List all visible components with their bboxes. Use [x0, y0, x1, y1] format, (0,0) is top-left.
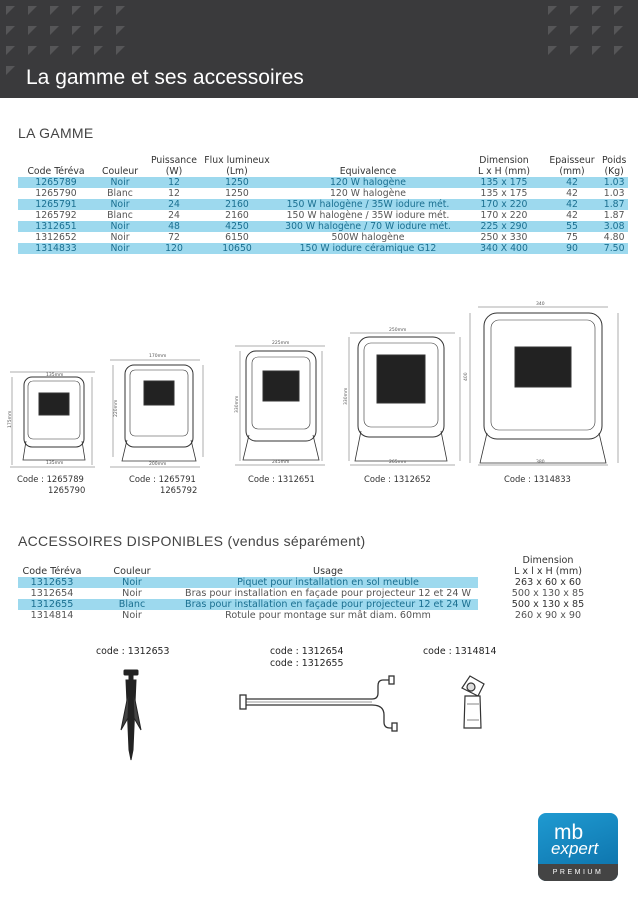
chevron-shape	[116, 46, 125, 55]
cell-puissance: 120	[146, 243, 202, 254]
cell-poids: 7.50	[600, 243, 628, 254]
header-flux: Flux lumineux (Lm)	[204, 155, 270, 177]
cell-dimension: 250 x 330	[480, 232, 528, 243]
cell-flux: 2160	[225, 210, 249, 221]
chevron-shape	[94, 46, 103, 55]
drawing-code-3: Code : 1312651	[248, 474, 315, 484]
chevron-shape	[592, 6, 601, 15]
dim-top-3: 225mm	[272, 341, 290, 346]
cell-dimension: 135 x 175	[480, 188, 528, 199]
cell-poids: 1.03	[600, 177, 628, 188]
cell-dimension: 135 x 175	[464, 177, 544, 188]
table-row	[18, 177, 628, 188]
cell-code: 1312652	[35, 232, 77, 243]
cell-epaisseur: 90	[544, 243, 600, 254]
chevron-shape	[592, 26, 601, 35]
cell-couleur: Noir	[122, 588, 142, 599]
accessory-code-2: code : 1312654 code : 1312655	[270, 646, 344, 669]
chevron-shape	[614, 6, 623, 15]
cell-poids: 3.08	[600, 221, 628, 232]
cell-poids: 1.03	[603, 188, 625, 199]
table-row	[18, 232, 628, 243]
chevron-shape	[50, 6, 59, 15]
table-row	[18, 599, 618, 610]
cell-equivalence: 150 W halogène / 35W iodure mét.	[272, 199, 464, 210]
cell-code: 1314833	[18, 243, 94, 254]
header-epaisseur: Epaisseur (mm)	[549, 155, 595, 177]
dim-bottom-2: 200mm	[149, 462, 167, 467]
drawing-code-5: Code : 1314833	[504, 474, 571, 484]
cell-flux: 6150	[225, 232, 249, 243]
projector-drawing-1265789	[10, 372, 95, 467]
cell-puissance: 12	[146, 177, 202, 188]
cell-dimension: 170 x 220	[464, 199, 544, 210]
cell-equivalence: 120 W halogène	[272, 177, 464, 188]
cell-epaisseur: 75	[566, 232, 578, 243]
dim-bottom-1: 135mm	[46, 461, 64, 466]
cell-dimension: 340 X 400	[464, 243, 544, 254]
chevron-shape	[28, 46, 37, 55]
projector-drawing-1312652	[349, 333, 460, 465]
dim-top-4: 250mm	[389, 328, 407, 333]
logo-expert-text: expert	[551, 839, 599, 858]
drawing-code-2: Code : 1265791 1265792	[129, 474, 198, 495]
chevron-shape	[592, 46, 601, 55]
dim-side-4: 330mm	[344, 387, 349, 405]
chevron-shape	[6, 66, 15, 75]
gamme-table	[18, 152, 628, 254]
cell-couleur: Noir	[110, 232, 130, 243]
logo-premium-band: PREMIUM	[538, 864, 618, 881]
dim-side-3: 330mm	[235, 395, 240, 413]
cell-code: 1265792	[35, 210, 77, 221]
projector-drawing-1314833	[470, 307, 618, 465]
dim-top-2: 170mm	[149, 354, 167, 359]
cell-epaisseur: 42	[566, 188, 578, 199]
header-equivalence: Equivalence	[339, 166, 397, 177]
table-row	[18, 210, 628, 221]
cell-dimension: 500 x 130 x 85	[478, 599, 618, 610]
cell-code: 1265789	[18, 177, 94, 188]
product-drawings	[0, 295, 638, 477]
chevron-shape	[570, 6, 579, 15]
cell-couleur: Blanc	[107, 210, 133, 221]
projector-drawing-1265791	[110, 360, 203, 467]
chevron-shape	[50, 46, 59, 55]
cell-couleur: Blanc	[86, 599, 178, 610]
chevron-shape	[6, 26, 15, 35]
header-code: Code Téréva	[27, 166, 85, 177]
chevron-shape	[116, 6, 125, 15]
table-row	[18, 199, 628, 210]
dim-side-5: 400	[464, 372, 469, 381]
chevron-shape	[570, 26, 579, 35]
cell-equivalence: 500W halogène	[331, 232, 405, 243]
cell-dimension: 500 x 130 x 85	[511, 588, 585, 599]
dim-top-5: 340	[536, 302, 545, 307]
chevron-shape	[94, 6, 103, 15]
chevron-shape	[6, 6, 15, 15]
header-dimension: Dimension L x H (mm)	[478, 155, 530, 177]
cell-equivalence: 150 W halogène / 35W iodure mét.	[286, 210, 450, 221]
wall-arm-image	[240, 676, 397, 731]
cell-flux: 1250	[202, 177, 272, 188]
accessory-code-3: code : 1314814	[423, 646, 497, 657]
cell-dimension: 225 x 290	[464, 221, 544, 232]
chevron-shape	[6, 46, 15, 55]
header-dimension: Dimension L x l x H (mm)	[513, 555, 582, 577]
cell-equivalence: 150 W iodure céramique G12	[272, 243, 464, 254]
cell-couleur: Noir	[94, 221, 146, 232]
cell-poids: 1.87	[603, 210, 625, 221]
cell-epaisseur: 42	[566, 210, 578, 221]
chevron-shape	[570, 46, 579, 55]
header-poids: Poids (Kg)	[602, 155, 627, 177]
chevron-shape	[94, 26, 103, 35]
chevron-shape	[72, 6, 81, 15]
page-header	[0, 0, 638, 98]
cell-flux: 1250	[225, 188, 249, 199]
cell-code: 1312653	[18, 577, 86, 588]
chevron-shape	[28, 26, 37, 35]
accessoires-section-title: ACCESSOIRES DISPONIBLES (vendus séparément)	[18, 533, 366, 549]
chevron-shape	[548, 6, 557, 15]
cell-equivalence: 300 W halogène / 70 W iodure mét.	[272, 221, 464, 232]
cell-dimension: 170 x 220	[480, 210, 528, 221]
table-row	[18, 188, 628, 199]
chevron-shape	[28, 6, 37, 15]
dim-side-1: 175mm	[8, 410, 13, 428]
dim-bottom-3: 245mm	[272, 460, 290, 465]
cell-puissance: 24	[168, 210, 180, 221]
drawing-code-1: Code : 1265789 1265790	[17, 474, 86, 495]
header-couleur: Couleur	[113, 566, 151, 577]
cell-code: 1312655	[18, 599, 86, 610]
header-usage: Usage	[313, 566, 343, 577]
cell-poids: 1.87	[600, 199, 628, 210]
ground-spike-image	[121, 670, 141, 760]
table-row	[18, 243, 628, 254]
table-row	[18, 221, 628, 232]
projector-drawing-1312651	[235, 346, 325, 465]
chevron-shape	[614, 46, 623, 55]
header-code: Code Téréva	[22, 566, 82, 577]
cell-couleur: Blanc	[107, 188, 133, 199]
cell-equivalence: 120 W halogène	[330, 188, 406, 199]
cell-dimension: 260 x 90 x 90	[514, 610, 582, 621]
chevron-shape	[614, 26, 623, 35]
cell-flux: 2160	[202, 199, 272, 210]
chevron-shape	[548, 46, 557, 55]
chevron-shape	[116, 26, 125, 35]
cell-couleur: Noir	[86, 577, 178, 588]
header-couleur: Couleur	[101, 166, 139, 177]
cell-epaisseur: 55	[544, 221, 600, 232]
page-title: La gamme et ses accessoires	[26, 66, 304, 89]
cell-puissance: 48	[146, 221, 202, 232]
logo-mb-text: mb	[554, 821, 584, 844]
table-row	[18, 610, 618, 621]
cell-couleur: Noir	[94, 177, 146, 188]
cell-puissance: 72	[168, 232, 180, 243]
cell-usage: Piquet pour installation en sol meuble	[178, 577, 478, 588]
cell-couleur: Noir	[94, 199, 146, 210]
cell-code: 1312654	[30, 588, 74, 599]
cell-code: 1314814	[30, 610, 74, 621]
table-row	[18, 588, 618, 599]
cell-code: 1312651	[18, 221, 94, 232]
cell-couleur: Noir	[122, 610, 142, 621]
mb-expert-logo	[538, 813, 618, 881]
accessoires-table	[18, 551, 618, 621]
drawing-code-4: Code : 1312652	[364, 474, 431, 484]
chevron-shape	[548, 26, 557, 35]
cell-epaisseur: 42	[544, 199, 600, 210]
dim-bottom-4: 265mm	[389, 460, 407, 465]
cell-code: 1265790	[35, 188, 77, 199]
dim-side-2: 220mm	[114, 399, 119, 417]
cell-puissance: 12	[168, 188, 180, 199]
dim-bottom-5: 380	[536, 460, 545, 465]
cell-poids: 4.80	[603, 232, 625, 243]
accessory-code-1: code : 1312653	[96, 646, 170, 657]
cell-usage: Bras pour installation en façade pour projecteur 12 et 24 W	[178, 599, 478, 610]
chevron-shape	[50, 26, 59, 35]
gamme-section-title: LA GAMME	[18, 125, 94, 141]
table-row	[18, 577, 618, 588]
cell-flux: 10650	[202, 243, 272, 254]
chevron-shape	[72, 46, 81, 55]
pole-joint-image	[462, 676, 484, 728]
cell-code: 1265791	[18, 199, 94, 210]
cell-epaisseur: 42	[544, 177, 600, 188]
accessory-images	[0, 660, 638, 780]
cell-usage: Rotule pour montage sur mât diam. 60mm	[225, 610, 431, 621]
gamme-header-row	[18, 152, 628, 177]
cell-flux: 4250	[202, 221, 272, 232]
cell-couleur: Noir	[94, 243, 146, 254]
dim-top-1: 135mm	[46, 373, 64, 378]
header-puissance: Puissance (W)	[150, 155, 198, 177]
cell-puissance: 24	[146, 199, 202, 210]
accessoires-header-row	[18, 551, 618, 577]
chevron-shape	[72, 26, 81, 35]
cell-usage: Bras pour installation en façade pour projecteur 12 et 24 W	[184, 588, 471, 599]
cell-dimension: 263 x 60 x 60	[478, 577, 618, 588]
